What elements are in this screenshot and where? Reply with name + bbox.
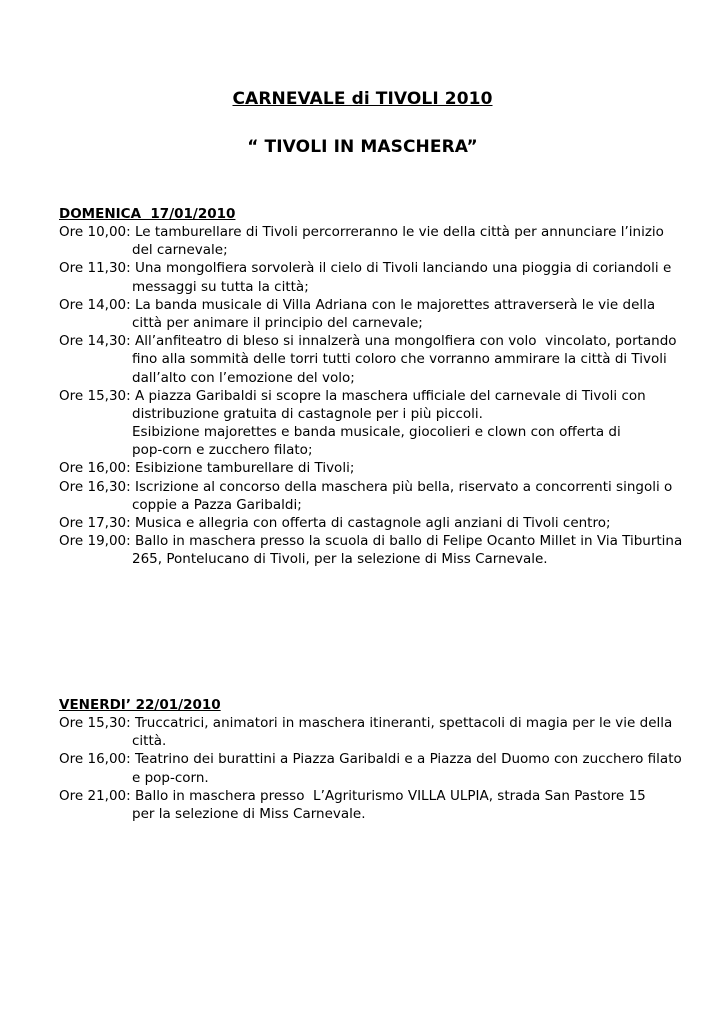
section-heading: DOMENICA 17/01/2010 [59,206,236,222]
document-subtitle: “ TIVOLI IN MASCHERA” [247,137,478,157]
event-continuation-line: città. [132,733,167,750]
event-entry [59,387,679,460]
event-entry [59,750,682,786]
event-entry [59,787,679,823]
event-continuation-line: distribuzione gratuita di castagnole per i più piccoli. [132,405,483,422]
section-heading: VENERDI’ 22/01/2010 [59,697,221,713]
event-time-line: Ore 14,00: La banda musicale di Villa Adriana con le majorettes attraverserà le vie della [59,296,656,313]
event-time-line: Ore 11,30: Una mongolfiera sorvolerà il cielo di Tivoli lanciando una pioggia di coriandoli e [59,260,672,277]
event-list [59,714,682,823]
event-entry [59,514,679,532]
event-entry [59,332,679,387]
event-continuation-line: fino alla sommità delle torri tutti coloro che vorranno ammirare la città di Tivoli [132,351,667,368]
event-time-line: Ore 16,00: Teatrino dei burattini a Piazza Garibaldi e a Piazza del Duomo con zucchero filato [59,751,682,768]
event-time-line: Ore 10,00: Le tamburellare di Tivoli percorreranno le vie della città per annunciare l’inizio [59,224,664,240]
event-time-line: Ore 16,30: Iscrizione al concorso della maschera più bella, riservato a concorrenti singoli o [59,478,673,495]
event-continuation-line: 265, Pontelucano di Tivoli, per la selezione di Miss Carnevale. [132,551,548,568]
event-time-line: Ore 21,00: Ballo in maschera presso L’Agriturismo VILLA ULPIA, strada San Pastore 15 [59,787,646,804]
event-entry [59,459,679,477]
event-list [59,223,683,569]
event-time-line: Ore 15,30: Truccatrici, animatori in maschera itineranti, spettacoli di magia per le vie della [59,715,673,731]
event-entry [59,259,679,295]
event-continuation-line: e pop-corn. [132,769,209,786]
event-entry [59,532,683,568]
event-continuation-line: per la selezione di Miss Carnevale. [132,805,366,822]
event-entry [59,223,679,259]
event-entry [59,478,679,514]
event-time-line: Ore 19,00: Ballo in maschera presso la scuola di ballo di Felipe Ocanto Millet in Via Tiburtina [59,533,683,550]
event-continuation-line: messaggi su tutta la città; [132,278,309,295]
event-continuation-line: coppie a Pazza Garibaldi; [132,496,302,513]
section-domenica [59,205,683,569]
section-venerdi [59,696,682,823]
event-continuation-line: città per animare il principio del carnevale; [132,314,423,331]
event-time-line: Ore 14,30: All’anfiteatro di bleso si innalzerà una mongolfiera con volo vincolato, portando [59,333,677,350]
event-continuation-line: dall’alto con l’emozione del volo; [132,369,355,386]
event-entry [59,714,679,750]
document-title: CARNEVALE di TIVOLI 2010 [232,89,493,109]
event-time-line: Ore 17,30: Musica e allegria con offerta di castagnole agli anziani di Tivoli centro; [59,515,611,531]
event-time-line: Ore 15,30: A piazza Garibaldi si scopre la maschera ufficiale del carnevale di Tivoli con [59,387,646,404]
event-continuation-line: del carnevale; [132,242,228,259]
event-time-line: Ore 16,00: Esibizione tamburellare di Tivoli; [59,460,355,477]
event-continuation-line: pop-corn e zucchero filato; [132,442,313,459]
event-entry [59,296,679,332]
event-continuation-line: Esibizione majorettes e banda musicale, giocolieri e clown con offerta di [132,424,621,441]
